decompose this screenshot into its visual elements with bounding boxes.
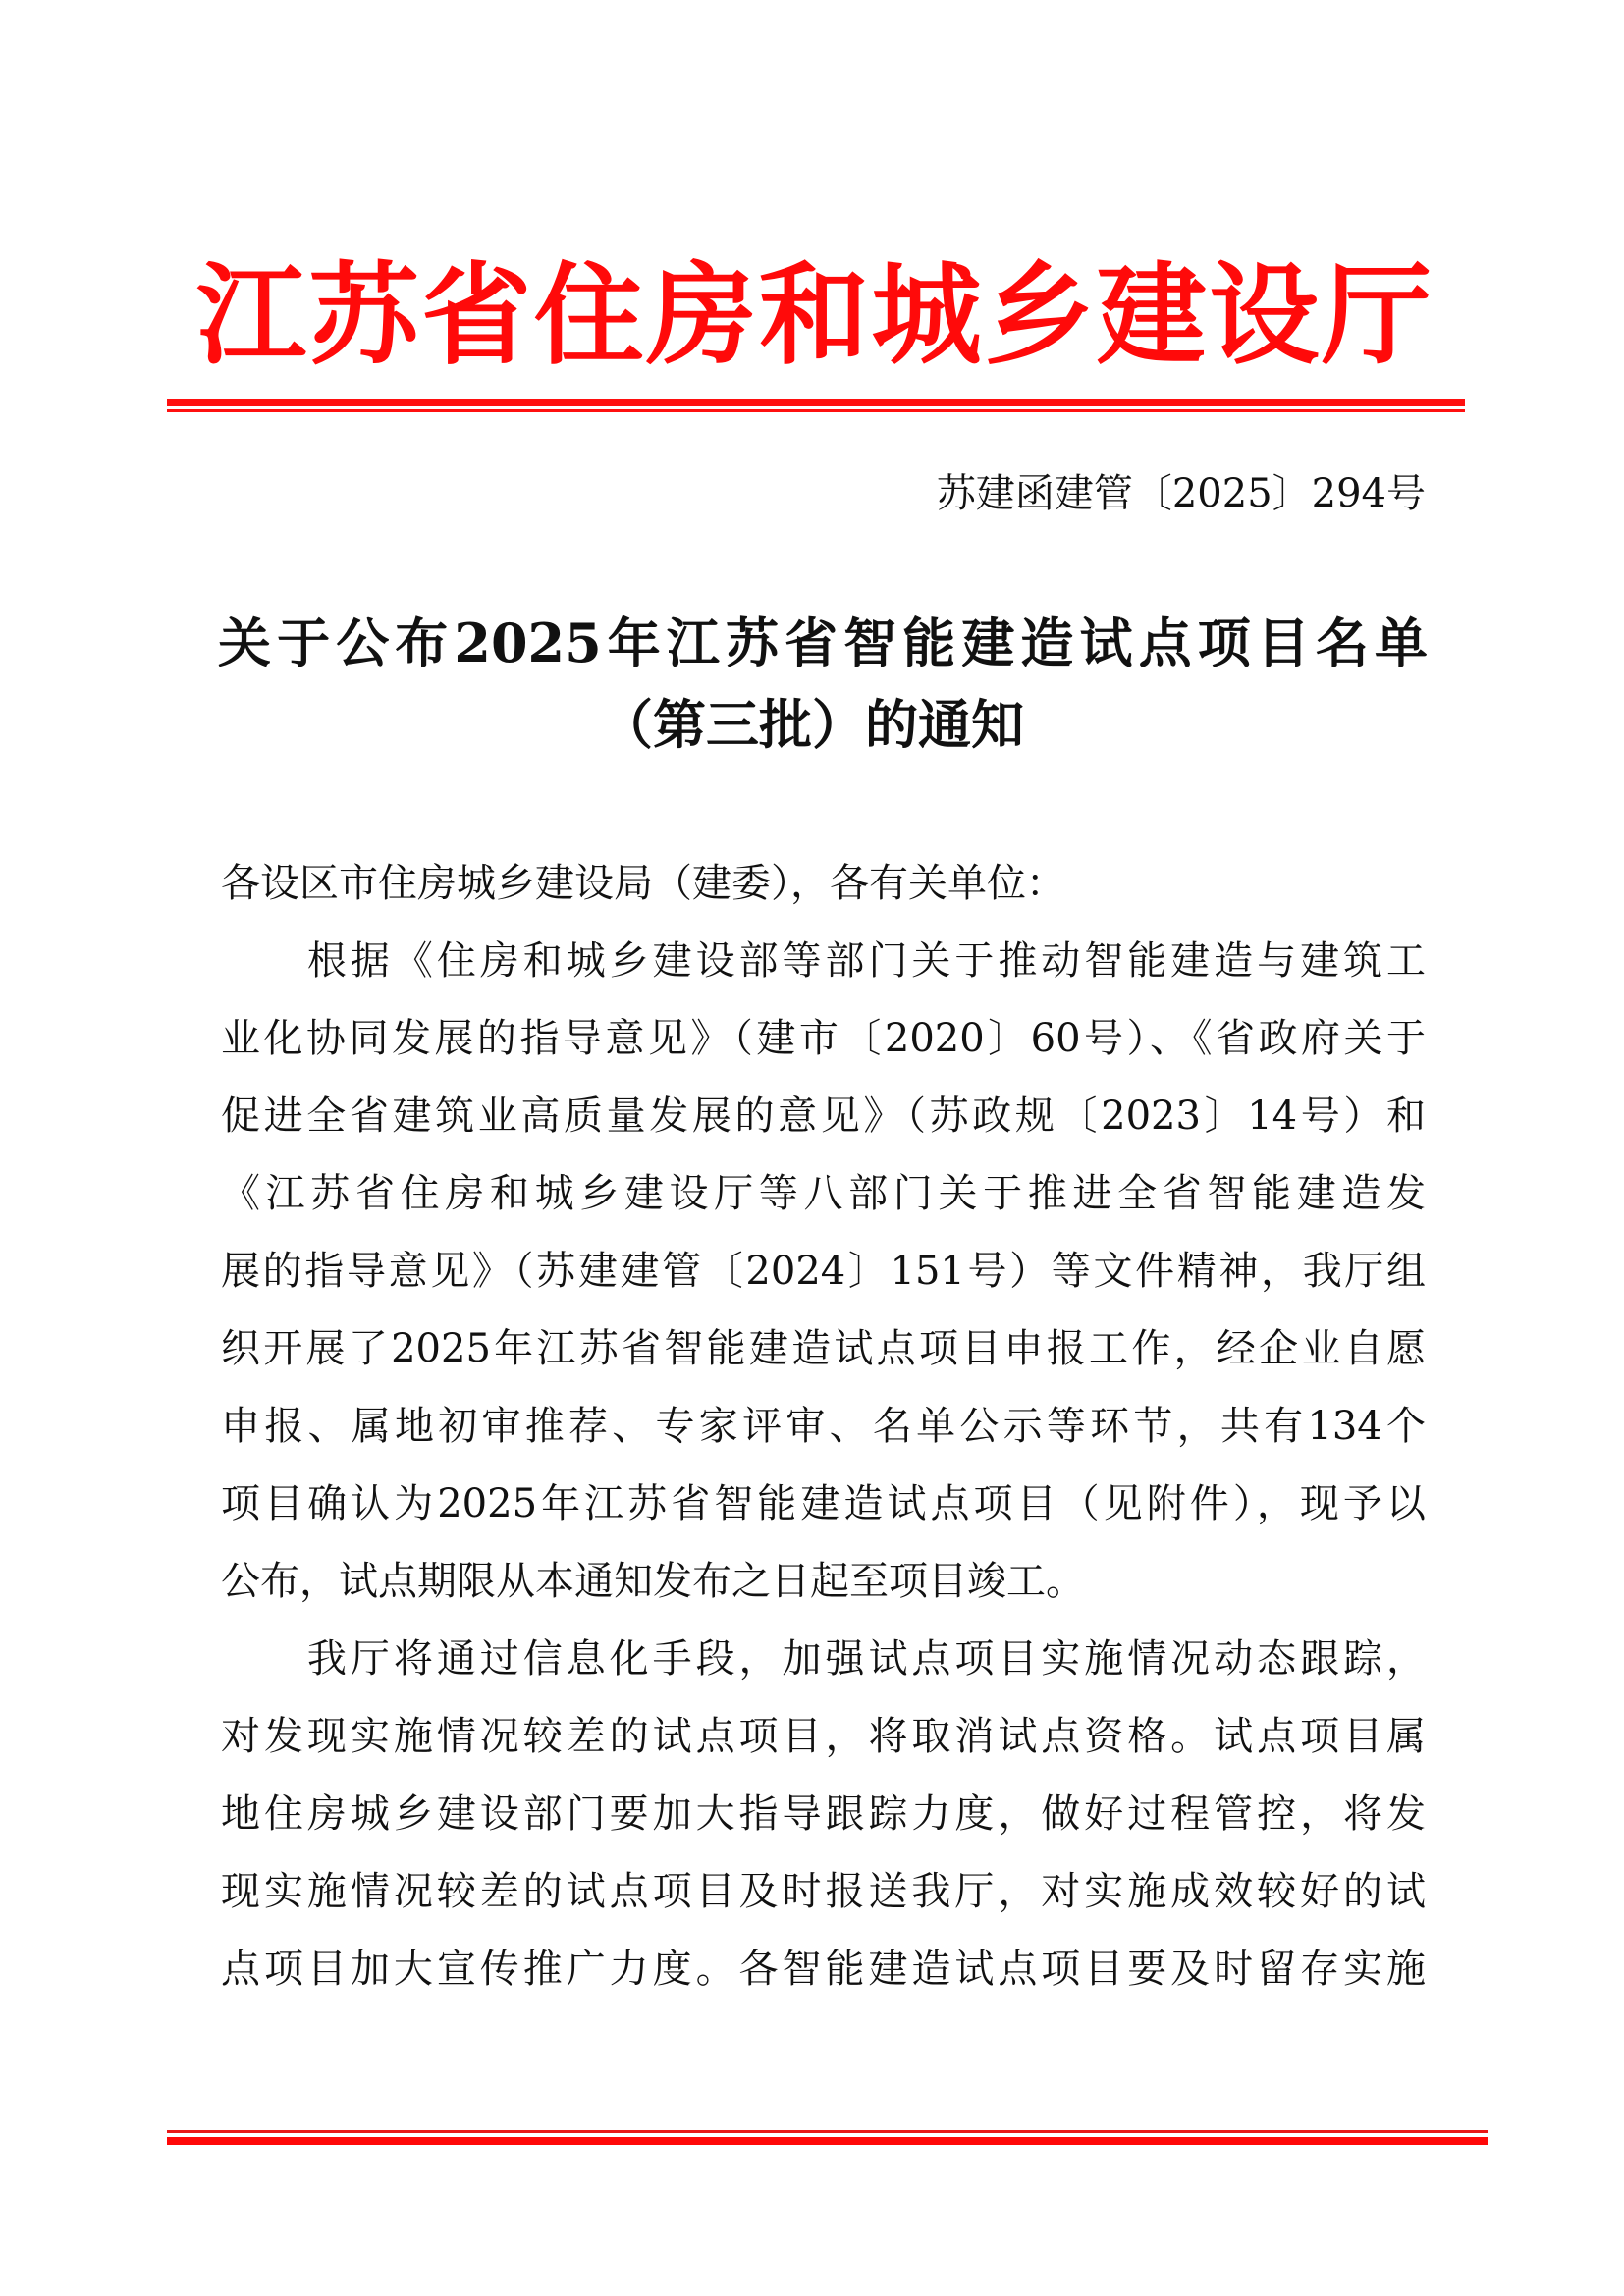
body-text-line: 业化协同发展的指导意见》（建市〔2020〕60号）、《省政府关于 [221,1016,1426,1061]
body-text-line: 申报、属地初审推荐、专家评审、名单公示等环节，共有134个 [221,1404,1426,1449]
footer-red-rule-thin [167,2130,1488,2133]
body-text-line: 根据《住房和城乡建设部等部门关于推动智能建造与建筑工 [221,938,1426,984]
body-text-line: 项目确认为2025年江苏省智能建造试点项目（见附件），现予以 [221,1481,1426,1526]
body-text-line: 点项目加大宣传推广力度。各智能建造试点项目要及时留存实施 [221,1947,1426,1992]
body-text-line: 我厅将通过信息化手段，加强试点项目实施情况动态跟踪， [221,1636,1426,1682]
body-text-line: 《江苏省住房和城乡建设厅等八部门关于推进全省智能建造发 [221,1171,1426,1216]
header-red-rule-thin [167,409,1465,412]
body-text-line: 织开展了2025年江苏省智能建造试点项目申报工作，经企业自愿 [221,1326,1426,1371]
body-text-line: 展的指导意见》（苏建建管〔2024〕151号）等文件精神，我厅组 [221,1249,1426,1294]
body-text-line: 促进全省建筑业高质量发展的意见》（苏政规〔2023〕14号）和 [221,1094,1426,1139]
body-text-line: 现实施情况较差的试点项目及时报送我厅，对实施成效较好的试 [221,1869,1426,1914]
body-text-line: 各设区市住房城乡建设局（建委），各有关单位： [221,861,1065,906]
body-text-line: 地住房城乡建设部门要加大指导跟踪力度，做好过程管控，将发 [221,1791,1426,1837]
document-title-line-2: （第三批）的通知 [600,693,1024,756]
footer-red-rule [167,2137,1488,2145]
body-text-line: 公布，试点期限从本通知发布之日起至项目竣工。 [221,1559,1085,1604]
body-text-line: 对发现实施情况较差的试点项目，将取消试点资格。试点项目属 [221,1714,1426,1759]
header-red-rule [167,399,1465,406]
document-title-line-1: 关于公布2025年江苏省智能建造试点项目名单 [218,612,1428,674]
issuer-masthead: 江苏省住房和城乡建设厅 [196,251,1432,380]
document-number: 苏建函建管〔2025〕294号 [936,471,1426,516]
